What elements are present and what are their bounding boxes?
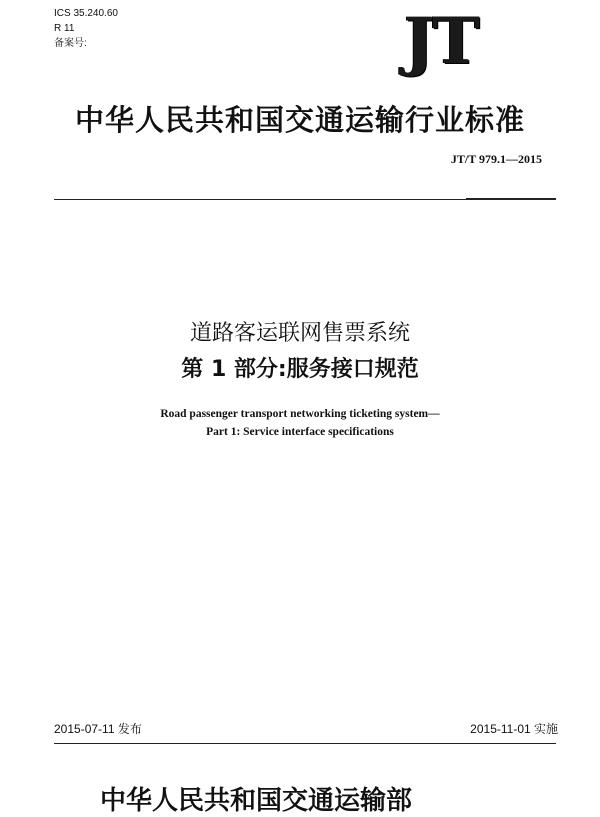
top-divider xyxy=(54,199,556,200)
publisher-name: 中华人民共和国交通运输部 xyxy=(100,786,413,816)
meta-block xyxy=(54,6,118,51)
title-cn-line2: 第 1 部分:服务接口规范 xyxy=(181,357,419,382)
issuer-title: 中华人民共和国交通运输行业标准 xyxy=(74,103,525,137)
title-en-line1: Road passenger transport networking ticketing system— xyxy=(160,408,440,420)
issue-date: 2015-07-11 发布 xyxy=(54,722,142,736)
ics-code: ICS 35.240.60 xyxy=(54,8,118,19)
record-number-label: 备案号: xyxy=(54,38,87,49)
classification-code: R 11 xyxy=(54,23,75,34)
standard-code: JT/T 979.1—2015 xyxy=(450,152,542,166)
implementation-date: 2015-11-01 实施 xyxy=(470,722,558,736)
bottom-divider xyxy=(54,743,556,744)
title-en-line2: Part 1: Service interface specifications xyxy=(206,426,394,438)
jt-logo: JT xyxy=(404,4,478,79)
title-cn-line1: 道路客运联网售票系统 xyxy=(189,321,410,346)
